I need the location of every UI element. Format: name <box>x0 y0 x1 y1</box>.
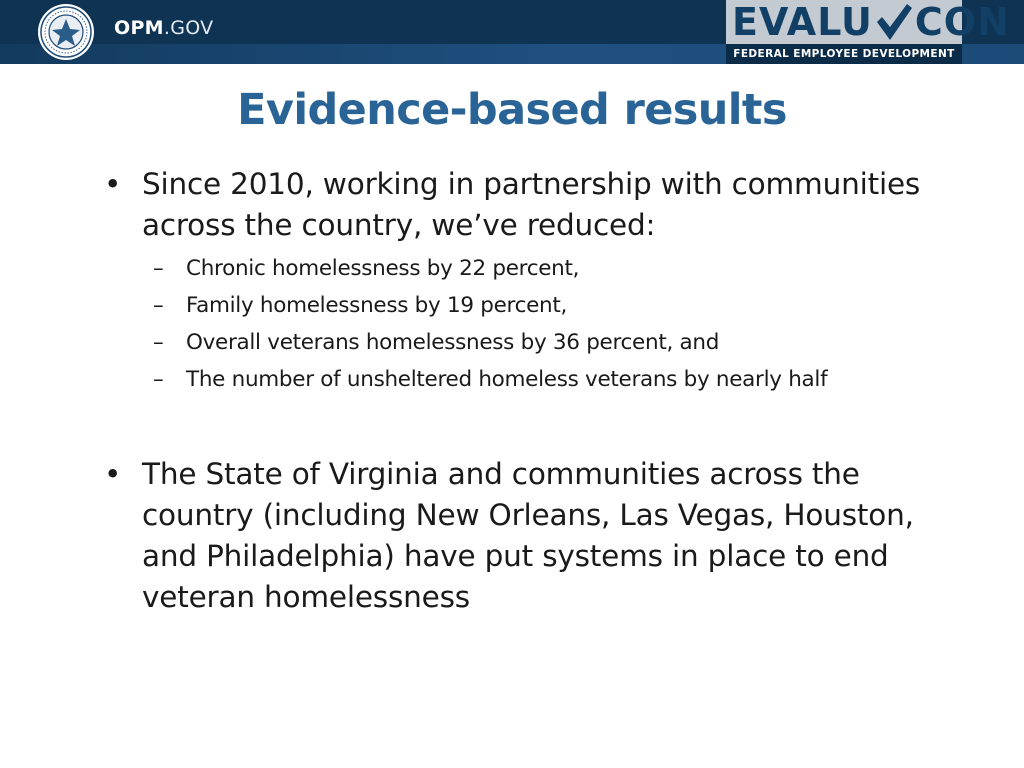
evalucon-tagline: FEDERAL EMPLOYEE DEVELOPMENT <box>733 48 955 60</box>
spacer <box>100 398 960 454</box>
sub-bullet-text: Overall veterans homelessness by 36 percent, and <box>186 330 720 355</box>
opm-logo-bold: OPM <box>114 17 164 39</box>
sub-bullet-marker: – <box>153 367 164 392</box>
sub-bullet-marker: – <box>153 330 164 355</box>
opm-gov-logo[interactable] <box>114 16 213 40</box>
evalucon-prefix: EVALU <box>732 0 873 44</box>
slide-body <box>100 164 960 618</box>
bullet-marker: • <box>104 167 122 201</box>
sub-bullet-item <box>100 287 960 324</box>
bullet-item <box>100 454 960 618</box>
sub-bullet-text: Family homelessness by 19 percent, <box>186 293 568 318</box>
bullet-item <box>100 164 960 246</box>
bullet-text: Since 2010, working in partnership with communities across the country, we’ve reduced: <box>142 167 921 242</box>
sub-bullet-text: Chronic homelessness by 22 percent, <box>186 256 580 281</box>
checkmark-icon <box>874 2 914 42</box>
sub-bullet-marker: – <box>153 256 164 281</box>
sub-bullet-item <box>100 361 960 398</box>
evalucon-logo <box>726 0 1010 64</box>
header-banner <box>0 0 1024 64</box>
sub-bullet-text: The number of unsheltered homeless veterans by nearly half <box>186 367 828 392</box>
opm-seal-icon <box>37 3 95 61</box>
sub-bullet-item <box>100 250 960 287</box>
slide-title: Evidence-based results <box>237 85 787 135</box>
sub-bullet-marker: – <box>153 293 164 318</box>
evalucon-wordmark <box>732 2 1010 42</box>
sub-bullet-list <box>100 250 960 398</box>
sub-bullet-item <box>100 324 960 361</box>
opm-logo-light: .GOV <box>163 17 214 39</box>
bullet-marker: • <box>104 457 122 491</box>
evalucon-suffix: CON <box>914 0 1010 44</box>
bullet-text: The State of Virginia and communities across the country (including New Orleans, Las Vegas, Houston, and Philadelphia) have put systems in place to end veteran homelessness <box>142 457 914 614</box>
